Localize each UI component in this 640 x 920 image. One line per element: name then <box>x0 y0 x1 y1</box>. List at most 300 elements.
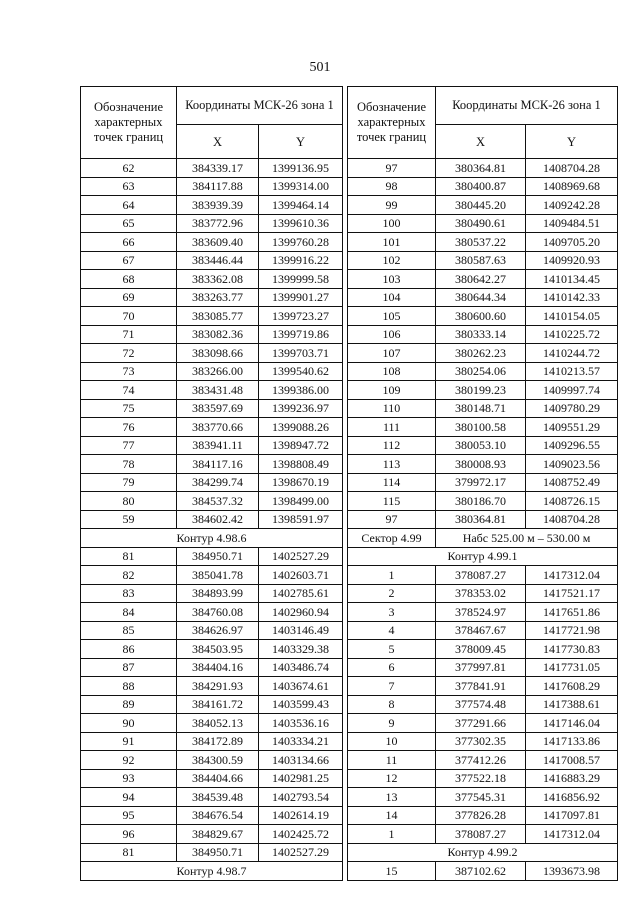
coordinate-y: 1403329.38 <box>259 640 343 659</box>
coordinate-y: 1410213.57 <box>526 362 618 381</box>
coordinate-y: 1416883.29 <box>526 769 618 788</box>
point-number: 93 <box>81 769 177 788</box>
header-coordinates: Координаты МСК-26 зона 1 <box>436 87 618 125</box>
point-number: 69 <box>81 288 177 307</box>
point-number: 71 <box>81 325 177 344</box>
sector-altitude-range: Набс 525.00 м – 530.00 м <box>436 529 618 548</box>
coordinate-x: 387102.62 <box>436 862 526 881</box>
coordinate-x: 377412.26 <box>436 751 526 770</box>
table-row <box>348 307 618 326</box>
table-row <box>81 455 343 474</box>
contour-heading-row <box>81 862 343 881</box>
point-number: 81 <box>81 547 177 566</box>
coordinate-y: 1417651.86 <box>526 603 618 622</box>
point-number: 3 <box>348 603 436 622</box>
coordinates-table-right <box>347 86 618 881</box>
coordinate-y: 1410225.72 <box>526 325 618 344</box>
table-row <box>348 751 618 770</box>
header-y: Y <box>526 125 618 159</box>
contour-heading-row <box>348 843 618 862</box>
table-row <box>81 344 343 363</box>
coordinate-x: 383082.36 <box>177 325 259 344</box>
coordinate-x: 383772.96 <box>177 214 259 233</box>
coordinate-x: 380445.20 <box>436 196 526 215</box>
coordinate-x: 380490.61 <box>436 214 526 233</box>
coordinate-x: 383098.66 <box>177 344 259 363</box>
coordinate-y: 1399610.36 <box>259 214 343 233</box>
coordinate-x: 380364.81 <box>436 510 526 529</box>
coordinate-y: 1409997.74 <box>526 381 618 400</box>
table-row <box>348 455 618 474</box>
coordinate-x: 384893.99 <box>177 584 259 603</box>
point-number: 85 <box>81 621 177 640</box>
point-number: 67 <box>81 251 177 270</box>
coordinate-x: 378524.97 <box>436 603 526 622</box>
coordinate-y: 1402785.61 <box>259 584 343 603</box>
table-row <box>348 196 618 215</box>
table-row <box>81 788 343 807</box>
coordinate-y: 1403134.66 <box>259 751 343 770</box>
point-number: 82 <box>81 566 177 585</box>
table-row <box>348 677 618 696</box>
point-number: 98 <box>348 177 436 196</box>
coordinate-x: 384760.08 <box>177 603 259 622</box>
point-number: 100 <box>348 214 436 233</box>
coordinate-x: 377826.28 <box>436 806 526 825</box>
coordinate-x: 378087.27 <box>436 566 526 585</box>
coordinate-y: 1409551.29 <box>526 418 618 437</box>
table-row <box>348 640 618 659</box>
coordinate-x: 379972.17 <box>436 473 526 492</box>
page-number: 501 <box>309 60 331 75</box>
table-row <box>348 214 618 233</box>
table-row <box>81 270 343 289</box>
table-row <box>348 344 618 363</box>
table-row <box>81 473 343 492</box>
table-body-right <box>348 159 618 881</box>
table-row <box>81 547 343 566</box>
table-row <box>348 566 618 585</box>
coordinate-y: 1403146.49 <box>259 621 343 640</box>
point-number: 63 <box>81 177 177 196</box>
coordinate-x: 377291.66 <box>436 714 526 733</box>
point-number: 11 <box>348 751 436 770</box>
table-row <box>348 714 618 733</box>
coordinate-x: 380186.70 <box>436 492 526 511</box>
coordinate-x: 384339.17 <box>177 159 259 178</box>
contour-heading: Контур 4.99.1 <box>348 547 618 566</box>
coordinate-y: 1398591.97 <box>259 510 343 529</box>
table-row <box>348 621 618 640</box>
point-number: 94 <box>81 788 177 807</box>
coordinate-y: 1403599.43 <box>259 695 343 714</box>
contour-heading: Контур 4.98.7 <box>81 862 343 881</box>
point-number: 104 <box>348 288 436 307</box>
table-row <box>81 510 343 529</box>
coordinate-y: 1399464.14 <box>259 196 343 215</box>
table-row <box>81 621 343 640</box>
point-number: 102 <box>348 251 436 270</box>
coordinate-x: 385041.78 <box>177 566 259 585</box>
coordinate-y: 1417388.61 <box>526 695 618 714</box>
table-row <box>81 159 343 178</box>
coordinate-x: 383939.39 <box>177 196 259 215</box>
header-coordinates: Координаты МСК-26 зона 1 <box>177 87 343 125</box>
table-row <box>348 510 618 529</box>
coordinate-y: 1399088.26 <box>259 418 343 437</box>
point-number: 88 <box>81 677 177 696</box>
coordinate-y: 1417133.86 <box>526 732 618 751</box>
coordinate-x: 378467.67 <box>436 621 526 640</box>
coordinate-x: 377545.31 <box>436 788 526 807</box>
point-number: 76 <box>81 418 177 437</box>
table-row <box>81 307 343 326</box>
point-number: 107 <box>348 344 436 363</box>
point-number: 95 <box>81 806 177 825</box>
coordinate-x: 384950.71 <box>177 843 259 862</box>
point-number: 8 <box>348 695 436 714</box>
point-number: 90 <box>81 714 177 733</box>
point-number: 9 <box>348 714 436 733</box>
coordinate-x: 380254.06 <box>436 362 526 381</box>
coordinate-y: 1409242.28 <box>526 196 618 215</box>
point-number: 97 <box>348 159 436 178</box>
point-number: 4 <box>348 621 436 640</box>
coordinate-x: 384161.72 <box>177 695 259 714</box>
sector-heading-row <box>348 529 618 548</box>
table-row <box>81 751 343 770</box>
point-number: 92 <box>81 751 177 770</box>
coordinate-y: 1417146.04 <box>526 714 618 733</box>
coordinate-y: 1403334.21 <box>259 732 343 751</box>
point-number: 7 <box>348 677 436 696</box>
coordinate-y: 1398670.19 <box>259 473 343 492</box>
point-number: 6 <box>348 658 436 677</box>
coordinate-x: 380100.58 <box>436 418 526 437</box>
coordinate-y: 1402793.54 <box>259 788 343 807</box>
coordinate-x: 384537.32 <box>177 492 259 511</box>
coordinate-x: 380642.27 <box>436 270 526 289</box>
coordinate-x: 384829.67 <box>177 825 259 844</box>
table-row <box>81 492 343 511</box>
table-row <box>81 640 343 659</box>
point-number: 1 <box>348 825 436 844</box>
table-row <box>81 214 343 233</box>
table-row <box>348 288 618 307</box>
coordinate-y: 1417312.04 <box>526 825 618 844</box>
coordinate-y: 1409296.55 <box>526 436 618 455</box>
table-row <box>81 325 343 344</box>
point-number: 106 <box>348 325 436 344</box>
point-number: 68 <box>81 270 177 289</box>
coordinate-y: 1398808.49 <box>259 455 343 474</box>
header-x: X <box>177 125 259 159</box>
coordinate-y: 1417521.17 <box>526 584 618 603</box>
coordinate-y: 1402425.72 <box>259 825 343 844</box>
table-row <box>348 788 618 807</box>
table-row <box>348 159 618 178</box>
coordinate-x: 384299.74 <box>177 473 259 492</box>
point-number: 72 <box>81 344 177 363</box>
coordinate-y: 1398947.72 <box>259 436 343 455</box>
coordinate-y: 1416856.92 <box>526 788 618 807</box>
coordinate-y: 1408704.28 <box>526 510 618 529</box>
coordinate-x: 380600.60 <box>436 307 526 326</box>
coordinate-y: 1410142.33 <box>526 288 618 307</box>
coordinate-x: 380053.10 <box>436 436 526 455</box>
point-number: 114 <box>348 473 436 492</box>
point-number: 77 <box>81 436 177 455</box>
contour-heading-row <box>348 547 618 566</box>
coordinate-x: 384404.16 <box>177 658 259 677</box>
table-row <box>81 399 343 418</box>
point-number: 87 <box>81 658 177 677</box>
point-number: 113 <box>348 455 436 474</box>
coordinate-y: 1402960.94 <box>259 603 343 622</box>
coordinate-y: 1403674.61 <box>259 677 343 696</box>
table-row <box>81 603 343 622</box>
coordinate-y: 1409023.56 <box>526 455 618 474</box>
point-number: 101 <box>348 233 436 252</box>
point-number: 80 <box>81 492 177 511</box>
table-row <box>348 325 618 344</box>
table-row <box>348 732 618 751</box>
coordinate-x: 384602.42 <box>177 510 259 529</box>
coordinate-y: 1398499.00 <box>259 492 343 511</box>
table-row <box>348 177 618 196</box>
table-row <box>81 566 343 585</box>
header-y: Y <box>259 125 343 159</box>
coordinate-x: 383770.66 <box>177 418 259 437</box>
coordinate-y: 1399719.86 <box>259 325 343 344</box>
coordinate-x: 384539.48 <box>177 788 259 807</box>
coordinate-y: 1410244.72 <box>526 344 618 363</box>
coordinate-y: 1399901.27 <box>259 288 343 307</box>
coordinate-y: 1402527.29 <box>259 547 343 566</box>
coordinate-y: 1399723.27 <box>259 307 343 326</box>
table-row <box>81 769 343 788</box>
table-row <box>348 825 618 844</box>
coordinate-x: 378009.45 <box>436 640 526 659</box>
table-row <box>81 732 343 751</box>
coordinate-x: 384117.16 <box>177 455 259 474</box>
table-row <box>348 473 618 492</box>
coordinate-x: 380537.22 <box>436 233 526 252</box>
coordinate-x: 377574.48 <box>436 695 526 714</box>
table-row <box>348 769 618 788</box>
header-point-name: Обозначение характерных точек границ <box>348 87 436 159</box>
table-row <box>348 584 618 603</box>
coordinate-x: 380587.63 <box>436 251 526 270</box>
coordinate-y: 1403486.74 <box>259 658 343 677</box>
table-row <box>348 603 618 622</box>
point-number: 74 <box>81 381 177 400</box>
table-row <box>81 418 343 437</box>
table-row <box>81 584 343 603</box>
point-number: 62 <box>81 159 177 178</box>
coordinate-x: 384676.54 <box>177 806 259 825</box>
table-row <box>348 381 618 400</box>
coordinate-x: 383362.08 <box>177 270 259 289</box>
table-row <box>81 436 343 455</box>
table-row <box>81 843 343 862</box>
coordinate-x: 377997.81 <box>436 658 526 677</box>
coordinate-x: 383085.77 <box>177 307 259 326</box>
coordinate-y: 1399760.28 <box>259 233 343 252</box>
table-row <box>348 399 618 418</box>
coordinate-x: 380148.71 <box>436 399 526 418</box>
point-number: 103 <box>348 270 436 289</box>
point-number: 75 <box>81 399 177 418</box>
coordinate-y: 1399540.62 <box>259 362 343 381</box>
table-row <box>348 270 618 289</box>
point-number: 81 <box>81 843 177 862</box>
coordinate-x: 383266.00 <box>177 362 259 381</box>
coordinate-x: 380262.23 <box>436 344 526 363</box>
coordinate-x: 380333.14 <box>436 325 526 344</box>
coordinate-x: 384052.13 <box>177 714 259 733</box>
point-number: 5 <box>348 640 436 659</box>
point-number: 13 <box>348 788 436 807</box>
table-row <box>81 177 343 196</box>
point-number: 96 <box>81 825 177 844</box>
coordinate-y: 1399703.71 <box>259 344 343 363</box>
point-number: 105 <box>348 307 436 326</box>
table-row <box>81 381 343 400</box>
point-number: 1 <box>348 566 436 585</box>
table-row <box>348 658 618 677</box>
coordinates-table-left <box>80 86 343 881</box>
coordinate-y: 1409484.51 <box>526 214 618 233</box>
coordinate-x: 384950.71 <box>177 547 259 566</box>
table-row <box>348 233 618 252</box>
point-number: 115 <box>348 492 436 511</box>
coordinate-x: 384117.88 <box>177 177 259 196</box>
contour-heading: Контур 4.99.2 <box>348 843 618 862</box>
table-row <box>81 233 343 252</box>
point-number: 99 <box>348 196 436 215</box>
coordinate-x: 378087.27 <box>436 825 526 844</box>
coordinate-x: 383941.11 <box>177 436 259 455</box>
coordinate-x: 383263.77 <box>177 288 259 307</box>
coordinate-y: 1417097.81 <box>526 806 618 825</box>
coordinate-y: 1409780.29 <box>526 399 618 418</box>
coordinate-y: 1399236.97 <box>259 399 343 418</box>
table-row <box>81 825 343 844</box>
point-number: 83 <box>81 584 177 603</box>
point-number: 12 <box>348 769 436 788</box>
coordinate-x: 383431.48 <box>177 381 259 400</box>
point-number: 84 <box>81 603 177 622</box>
coordinate-x: 384172.89 <box>177 732 259 751</box>
coordinate-x: 380644.34 <box>436 288 526 307</box>
header-x: X <box>436 125 526 159</box>
table-row <box>81 196 343 215</box>
table-row <box>348 862 618 881</box>
point-number: 15 <box>348 862 436 881</box>
coordinate-x: 384626.97 <box>177 621 259 640</box>
point-number: 111 <box>348 418 436 437</box>
coordinate-y: 1403536.16 <box>259 714 343 733</box>
coordinate-y: 1417608.29 <box>526 677 618 696</box>
coordinate-y: 1399136.95 <box>259 159 343 178</box>
point-number: 78 <box>81 455 177 474</box>
coordinate-y: 1410154.05 <box>526 307 618 326</box>
table-row <box>348 806 618 825</box>
coordinate-x: 378353.02 <box>436 584 526 603</box>
point-number: 14 <box>348 806 436 825</box>
table-row <box>81 658 343 677</box>
point-number: 91 <box>81 732 177 751</box>
coordinate-x: 384300.59 <box>177 751 259 770</box>
coordinate-y: 1417730.83 <box>526 640 618 659</box>
table-row <box>81 695 343 714</box>
table-row <box>348 362 618 381</box>
coordinate-x: 380364.81 <box>436 159 526 178</box>
point-number: 97 <box>348 510 436 529</box>
point-number: 10 <box>348 732 436 751</box>
coordinate-y: 1399999.58 <box>259 270 343 289</box>
table-row <box>348 418 618 437</box>
coordinate-y: 1399916.22 <box>259 251 343 270</box>
table-row <box>348 695 618 714</box>
coordinate-y: 1417312.04 <box>526 566 618 585</box>
contour-heading: Контур 4.98.6 <box>81 529 343 548</box>
table-row <box>81 806 343 825</box>
point-number: 108 <box>348 362 436 381</box>
coordinate-y: 1417721.98 <box>526 621 618 640</box>
coordinate-x: 383609.40 <box>177 233 259 252</box>
point-number: 66 <box>81 233 177 252</box>
coordinate-y: 1399386.00 <box>259 381 343 400</box>
coordinate-x: 384503.95 <box>177 640 259 659</box>
coordinate-x: 384291.93 <box>177 677 259 696</box>
coordinate-y: 1410134.45 <box>526 270 618 289</box>
coordinate-y: 1399314.00 <box>259 177 343 196</box>
table-row <box>348 492 618 511</box>
coordinate-x: 384404.66 <box>177 769 259 788</box>
coordinate-y: 1402603.71 <box>259 566 343 585</box>
point-number: 2 <box>348 584 436 603</box>
coordinate-y: 1409920.93 <box>526 251 618 270</box>
point-number: 89 <box>81 695 177 714</box>
point-number: 110 <box>348 399 436 418</box>
table-row <box>81 362 343 381</box>
coordinate-y: 1408969.68 <box>526 177 618 196</box>
table-body-left <box>81 159 343 881</box>
point-number: 112 <box>348 436 436 455</box>
table-row <box>81 714 343 733</box>
table-row <box>81 251 343 270</box>
point-number: 86 <box>81 640 177 659</box>
table-row <box>348 436 618 455</box>
coordinate-y: 1408704.28 <box>526 159 618 178</box>
coordinate-y: 1393673.98 <box>526 862 618 881</box>
coordinate-x: 383597.69 <box>177 399 259 418</box>
coordinate-x: 377302.35 <box>436 732 526 751</box>
point-number: 59 <box>81 510 177 529</box>
point-number: 65 <box>81 214 177 233</box>
table-row <box>81 288 343 307</box>
coordinate-x: 380199.23 <box>436 381 526 400</box>
point-number: 73 <box>81 362 177 381</box>
contour-heading-row <box>81 529 343 548</box>
coordinate-x: 377522.18 <box>436 769 526 788</box>
coordinate-y: 1402614.19 <box>259 806 343 825</box>
coordinate-y: 1408726.15 <box>526 492 618 511</box>
coordinate-x: 380400.87 <box>436 177 526 196</box>
coordinate-x: 377841.91 <box>436 677 526 696</box>
